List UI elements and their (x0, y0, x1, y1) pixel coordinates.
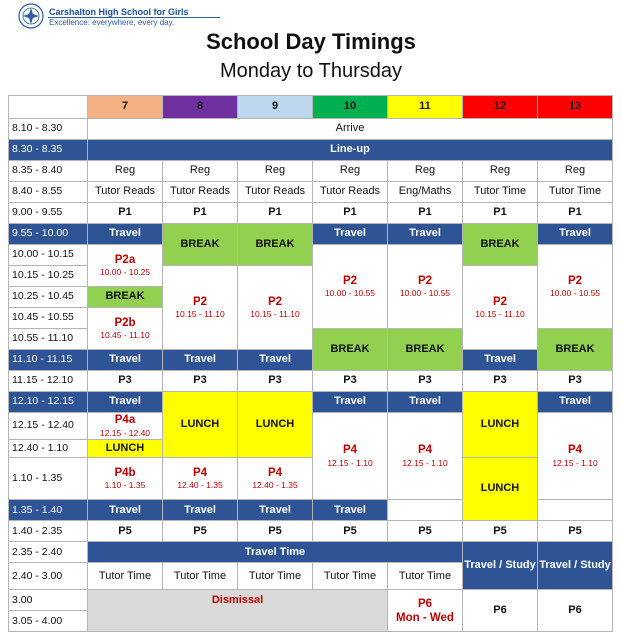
p2-cell-10 (313, 245, 388, 329)
p1-cell: P1 (538, 203, 613, 224)
table-row (9, 119, 613, 140)
break-cell: BREAK (538, 329, 613, 371)
time-label: 2.35 - 2.40 (9, 542, 88, 563)
p2b-label: P2b (114, 316, 136, 329)
school-tagline: Excellence: everywhere, every day. (49, 18, 175, 27)
p2-time: 10.00 - 10.55 (399, 288, 451, 299)
lunch-cell: LUNCH (163, 392, 238, 458)
time-label: 8.40 - 8.55 (9, 182, 88, 203)
p2-cell-11 (388, 245, 463, 329)
p2a-cell (88, 245, 163, 287)
reg-cell: Reg (238, 161, 313, 182)
time-label: 10.45 - 10.55 (9, 308, 88, 329)
p2-time: 10.15 - 11.10 (475, 309, 525, 320)
page-title: School Day Timings (206, 29, 416, 54)
tutor-reads-cell: Tutor Reads (163, 182, 238, 203)
tutor-time-cell: Tutor Time (163, 563, 238, 590)
lunch-cell: LUNCH (88, 440, 163, 458)
p2a-time: 10.00 - 10.25 (99, 267, 151, 278)
p2-label: P2 (267, 295, 283, 308)
p3-cell: P3 (163, 371, 238, 392)
travel-cell: Travel (88, 224, 163, 245)
travel-cell: Travel (463, 350, 538, 371)
p2-cell-8 (163, 266, 238, 350)
tutor-time-cell: Tutor Time (238, 563, 313, 590)
travel-cell: Travel (313, 500, 388, 521)
p5-cell: P5 (388, 521, 463, 542)
time-label: 11.15 - 12.10 (9, 371, 88, 392)
time-label: 1.40 - 2.35 (9, 521, 88, 542)
p4a-time: 12.15 - 12.40 (99, 427, 151, 438)
travel-cell: Travel (538, 224, 613, 245)
p1-cell: P1 (238, 203, 313, 224)
time-label: 10.55 - 11.10 (9, 329, 88, 350)
school-crest-icon (18, 3, 44, 29)
travel-cell: Travel (238, 500, 313, 521)
break-cell: BREAK (313, 329, 388, 371)
time-label: 8.30 - 8.35 (9, 140, 88, 161)
tutor-reads-cell: Tutor Reads (313, 182, 388, 203)
p2b-cell (88, 308, 163, 350)
tutor-time-cell: Tutor Time (88, 563, 163, 590)
p4-time: 12.15 - 1.10 (552, 457, 598, 468)
p3-cell: P3 (463, 371, 538, 392)
reg-cell: Reg (538, 161, 613, 182)
year-header-row (9, 96, 613, 119)
p6-mon-wed-cell (388, 590, 463, 632)
p4-label: P4 (567, 444, 583, 457)
p2-cell-9 (238, 266, 313, 350)
time-label: 8.10 - 8.30 (9, 119, 88, 140)
tutor-reads-cell: Tutor Reads (238, 182, 313, 203)
p4-cell-11 (388, 413, 463, 500)
p2-label: P2 (567, 274, 583, 287)
break-cell: BREAK (88, 287, 163, 308)
p2-time: 10.15 - 11.10 (175, 309, 225, 320)
arrive-cell: Arrive (88, 119, 613, 140)
eng-maths-cell: Eng/Maths (388, 182, 463, 203)
time-label: 10.15 - 10.25 (9, 266, 88, 287)
p4-label: P4 (267, 466, 283, 479)
p4-time: 12.15 - 1.10 (327, 457, 373, 468)
year-header-11: 11 (388, 96, 463, 119)
p5-cell: P5 (238, 521, 313, 542)
travel-cell: Travel (163, 350, 238, 371)
time-label: 12.10 - 12.15 (9, 392, 88, 413)
travel-cell: Travel (88, 500, 163, 521)
break-cell: BREAK (163, 224, 238, 266)
year-header-9: 9 (238, 96, 313, 119)
time-label: 10.25 - 10.45 (9, 287, 88, 308)
p2-time: 10.15 - 11.10 (250, 309, 300, 320)
table-row (9, 521, 613, 542)
table-row (9, 590, 613, 611)
time-label: 1.35 - 1.40 (9, 500, 88, 521)
travel-cell: Travel (388, 392, 463, 413)
travel-cell: Travel (313, 224, 388, 245)
p2-cell-13 (538, 245, 613, 329)
dismissal-cell (88, 590, 388, 632)
table-row (9, 140, 613, 161)
p4-time: 12.15 - 1.10 (402, 457, 448, 468)
reg-cell: Reg (388, 161, 463, 182)
tutor-time-cell: Tutor Time (388, 563, 463, 590)
p6-days: Mon - Wed (396, 611, 454, 624)
time-label: 10.00 - 10.15 (9, 245, 88, 266)
p4-cell-8 (163, 458, 238, 500)
p4-label: P4 (417, 444, 433, 457)
p1-cell: P1 (313, 203, 388, 224)
table-row (9, 542, 613, 563)
p2-label: P2 (492, 295, 508, 308)
school-name: Carshalton High School for Girls (49, 7, 189, 17)
p2-time: 10.00 - 10.55 (324, 288, 376, 299)
reg-cell: Reg (88, 161, 163, 182)
p4a-cell (88, 413, 163, 440)
break-cell: BREAK (463, 224, 538, 266)
p1-cell: P1 (88, 203, 163, 224)
p4b-cell (88, 458, 163, 500)
time-label: 8.35 - 8.40 (9, 161, 88, 182)
p1-cell: P1 (163, 203, 238, 224)
school-logo (18, 3, 218, 31)
p4-cell-10 (313, 413, 388, 500)
break-cell: BREAK (238, 224, 313, 266)
time-label: 12.40 - 1.10 (9, 440, 88, 458)
p2-label: P2 (342, 274, 358, 287)
time-label: 3.05 - 4.00 (9, 611, 88, 632)
p6-label: P6 (417, 597, 433, 610)
year-header-10: 10 (313, 96, 388, 119)
p6-cell: P6 (538, 590, 613, 632)
reg-cell: Reg (463, 161, 538, 182)
travel-study-cell: Travel / Study (463, 542, 538, 590)
p2-label: P2 (417, 274, 433, 287)
p5-cell: P5 (88, 521, 163, 542)
p2-time: 10.00 - 10.55 (549, 288, 601, 299)
time-label: 1.10 - 1.35 (9, 458, 88, 500)
p3-cell: P3 (538, 371, 613, 392)
table-row (9, 350, 613, 371)
p4b-time: 1.10 - 1.35 (104, 480, 146, 491)
travel-cell: Travel (238, 350, 313, 371)
travel-cell: Travel (88, 350, 163, 371)
p2-label: P2 (192, 295, 208, 308)
table-row (9, 392, 613, 413)
lunch-cell: LUNCH (238, 392, 313, 458)
p1-cell: P1 (388, 203, 463, 224)
header-corner (9, 96, 88, 119)
table-row (9, 161, 613, 182)
tutor-time-cell: Tutor Time (463, 182, 538, 203)
page-subtitle: Monday to Thursday (220, 60, 402, 82)
p5-cell: P5 (163, 521, 238, 542)
dismissal-label: Dismissal (211, 594, 264, 607)
time-label: 9.00 - 9.55 (9, 203, 88, 224)
p4a-label: P4a (114, 414, 136, 427)
lunch-cell: LUNCH (463, 392, 538, 458)
p3-cell: P3 (238, 371, 313, 392)
time-label: 12.15 - 12.40 (9, 413, 88, 440)
p3-cell: P3 (388, 371, 463, 392)
year-header-12: 12 (463, 96, 538, 119)
p3-cell: P3 (88, 371, 163, 392)
table-row (9, 458, 613, 500)
time-label: 9.55 - 10.00 (9, 224, 88, 245)
p4-cell-9 (238, 458, 313, 500)
p4-label: P4 (192, 466, 208, 479)
year-header-13: 13 (538, 96, 613, 119)
tutor-time-cell: Tutor Time (313, 563, 388, 590)
lunch-cell: LUNCH (463, 458, 538, 521)
tutor-reads-cell: Tutor Reads (88, 182, 163, 203)
p1-cell: P1 (463, 203, 538, 224)
travel-cell: Travel (388, 224, 463, 245)
p5-cell: P5 (313, 521, 388, 542)
travel-cell: Travel (313, 392, 388, 413)
tutor-time-cell: Tutor Time (538, 182, 613, 203)
table-row (9, 371, 613, 392)
travel-cell: Travel (88, 392, 163, 413)
p2a-label: P2a (114, 253, 136, 266)
travel-cell: Travel (163, 500, 238, 521)
time-label: 11.10 - 11.15 (9, 350, 88, 371)
break-cell: BREAK (388, 329, 463, 371)
p2b-time: 10.45 - 11.10 (100, 330, 150, 341)
p2-cell-12 (463, 266, 538, 350)
p3-cell: P3 (313, 371, 388, 392)
reg-cell: Reg (163, 161, 238, 182)
p4-label: P4 (342, 444, 358, 457)
p6-cell: P6 (463, 590, 538, 632)
lineup-cell: Line-up (88, 140, 613, 161)
year-header-7: 7 (88, 96, 163, 119)
p4-cell-13 (538, 413, 613, 500)
reg-cell: Reg (313, 161, 388, 182)
table-row (9, 182, 613, 203)
table-row (9, 203, 613, 224)
travel-time-cell: Travel Time (88, 542, 463, 563)
p5-cell: P5 (463, 521, 538, 542)
p4-time: 12.40 - 1.35 (252, 480, 298, 491)
travel-study-cell: Travel / Study (538, 542, 613, 590)
p4b-label: P4b (114, 466, 136, 479)
travel-cell: Travel (538, 392, 613, 413)
time-label: 3.00 (9, 590, 88, 611)
time-label: 2.40 - 3.00 (9, 563, 88, 590)
p5-cell: P5 (538, 521, 613, 542)
timetable (8, 95, 613, 632)
p4-time: 12.40 - 1.35 (177, 480, 223, 491)
table-row (9, 224, 613, 245)
year-header-8: 8 (163, 96, 238, 119)
